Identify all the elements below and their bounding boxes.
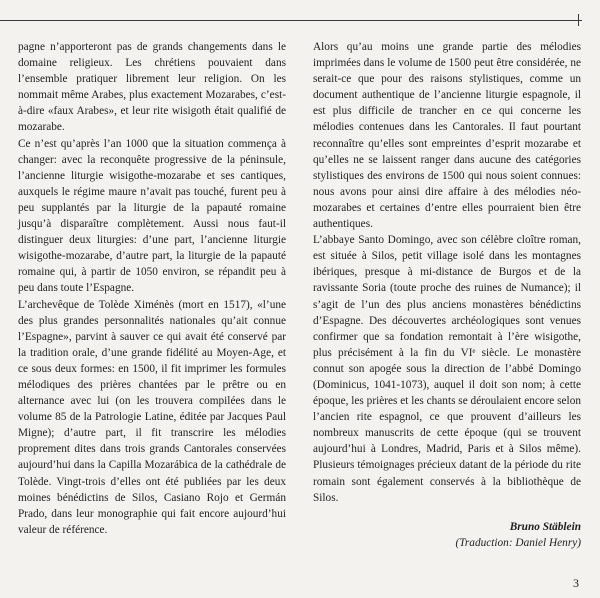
attribution-translation: (Traduction: Daniel Henry) [455,536,581,549]
paragraph: Alors qu’au moins une grande partie des mélodies imprimées dans le volume de 1500 peut être considérée, ne serait-ce que pour des raisons stylistiques, comme un document authentique de l’ancienne liturgie espagnole, il est plus difficile de trancher en ce qui concerne les mélodies contenues dans les Cantorales. Il faut pourtant reconnaître qu’elles sont empreintes d’esprit mozarabe et qu’elles ne se laissent ranger dans aucune des catégories stylistiques des environs de 1500 qui nous soient connues: nous avons pour ainsi dire affaire à des mélodies néo-mozarabes et certaines d’entre elles pourraient bien être authentiques. [313,41,581,231]
left-column [18,39,286,538]
paragraph: pagne n’apporteront pas de grands changements dans le domaine religieux. Les chrétiens pouvaient dans l’ensemble pratiquer librement leur religion. On les nommait même Arabes, plus exactement Mozarabes, c’est-à-dire «faux Arabes», et leur rite wisigoth était qualifié de mozarabe. [18,41,286,134]
attribution-author: Bruno Stäblein [509,520,581,533]
page-number: 3 [573,576,579,590]
paragraph: L’archevêque de Tolède Ximénès (mort en 1517), «l’une des plus grandes personnalités nationales qu’ait connue l’Espagne», parvint à sauver ce qui avait été conservé par la tradition orale, d’une grande fidélité au Moyen-Age, et ce sous deux formes: en 1500, il fit imprimer les formules mélodiques des prières chantées par le prêtre ou en alternance avec lui (on les trouvera compilées dans le volume 85 de la Patrologie Latine, éditée par Jacques Paul Migne); d’autre part, il fit transcrire les mélodies proprement dites dans trois grands Cantorales conservées aujourd’hui dans la Capilla Mozarábica de la cathédrale de Tolède. Vingt-trois d’elles ont été publiées par les deux moines bénédictins de Silos, Casiano Rojo et Germán Prado, dans leur monographie qui fait encore aujourd’hui valeur de référence. [18,298,286,536]
top-rule [0,20,582,21]
top-rule-tick [578,14,579,26]
paragraph: Ce n’est qu’après l’an 1000 que la situation commença à changer: avec la reconquête progressive de la péninsule, l’ancienne liturgie wisigothe-mozarabe et ses cantiques, auxquels le régime maure n’avait pas touché, furent peu à peu supplantés par la liturgie de la papauté romaine jusqu’à disparaître complètement. Aussi nous faut-il distinguer deux liturgies: d’une part, l’ancienne liturgie wisigothe-mozarabe, d’autre part, la liturgie de la papauté romaine qui, à partir de 1050 environ, se répandit peu à peu dans toute l’Espagne. [18,137,286,295]
right-column [313,39,581,551]
attribution [313,519,581,551]
paragraph: L’abbaye Santo Domingo, avec son célèbre cloître roman, est située à Silos, petit village isolé dans les montagnes ibériques, presque à mi-distance de Burgos et de la ravissante Soria (toute proche des ruines de Numance); il s’agit de l’un des plus anciens monastères bénédictins d’Espagne. Des découvertes archéologiques sont venues confirmer que sa fondation remontait à l’ère wisigothe, plus précisément à la fin du VIᵉ siècle. Le monastère connut son apogée sous la direction de l’abbé Domingo (Dominicus, 1041-1073), auquel il doit son nom; à cette époque, les prières et les chants se déroulaient encore selon l’ancien rite espagnol, ce que prouvent d’ailleurs les nombreux manuscrits de cette époque (qui se trouvent aujourd’hui à Londres, Madrid, Paris et à Silos même). Plusieurs témoignages précieux datant de la période du rite romain sont également conservés à la bibliothèque de Silos. [313,234,581,504]
